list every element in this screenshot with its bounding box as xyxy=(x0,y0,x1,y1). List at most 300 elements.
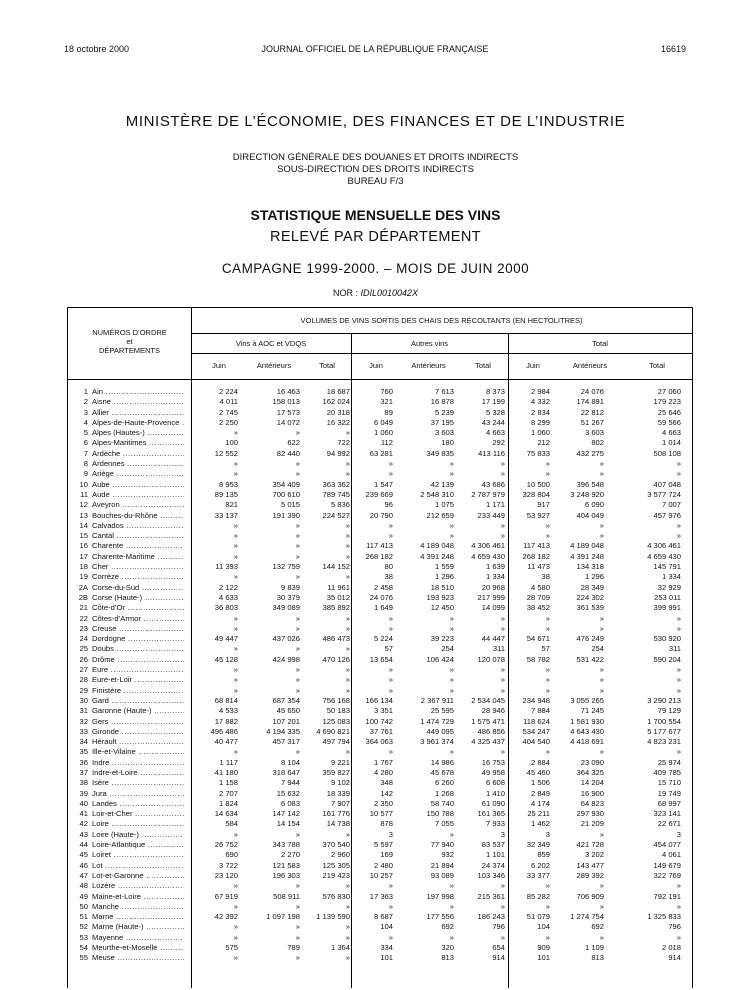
department-name: Drôme ..... xyxy=(92,655,184,665)
row-divider xyxy=(68,379,692,380)
table-cell: » xyxy=(599,675,604,685)
department-number: 53 xyxy=(79,932,88,942)
row-header-line: et xyxy=(126,337,133,346)
table-cell: 531 422 xyxy=(576,654,604,664)
table-cell: 421 728 xyxy=(576,840,604,850)
table-row xyxy=(68,799,692,809)
table-cell: 45 460 xyxy=(526,767,550,777)
table-cell: 2 250 xyxy=(218,417,238,427)
table-cell: 449 095 xyxy=(426,726,454,736)
table-cell: » xyxy=(545,932,550,942)
department-number: 22 xyxy=(79,613,88,623)
department-name: Cher ..... xyxy=(92,562,184,572)
table-cell: 508 911 xyxy=(273,891,300,901)
table-cell: 1 014 xyxy=(661,438,681,448)
table-cell: 49 447 xyxy=(214,634,238,644)
table-cell: » xyxy=(233,572,238,582)
table-cell: » xyxy=(345,644,350,654)
table-cell: 30 379 xyxy=(276,592,300,602)
direction-block xyxy=(0,152,751,188)
department-number: 55 xyxy=(79,953,88,963)
department-name: Alpes-Maritimes ..... xyxy=(92,438,184,448)
table-cell: 859 xyxy=(537,850,550,860)
table-cell: » xyxy=(500,685,505,695)
table-cell: 4 011 xyxy=(219,397,238,407)
table-cell: 289 392 xyxy=(576,870,604,880)
table-cell: » xyxy=(599,613,604,623)
table-cell: 1 824 xyxy=(218,798,238,808)
table-cell: 802 xyxy=(591,438,604,448)
document-subtitle: RELEVÉ PAR DÉPARTEMENT xyxy=(269,229,482,245)
department-number: 41 xyxy=(79,809,88,819)
table-cell: 7 944 xyxy=(280,778,300,788)
table-cell: 1 296 xyxy=(434,572,454,582)
table-cell: 15 632 xyxy=(276,788,300,798)
table-cell: 1 325 833 xyxy=(647,912,681,922)
table-cell: 27 060 xyxy=(657,387,681,396)
table-cell: 16 878 xyxy=(430,397,454,407)
department-number: 33 xyxy=(79,726,88,736)
table-row xyxy=(68,747,692,757)
table-cell: 692 xyxy=(441,922,454,932)
table-cell: » xyxy=(233,922,238,932)
table-cell: » xyxy=(233,623,238,633)
table-cell: » xyxy=(233,644,238,654)
table-cell: 407 048 xyxy=(653,479,681,489)
table-cell: » xyxy=(295,572,300,582)
table-cell: 7 055 xyxy=(434,819,454,829)
table-row xyxy=(68,438,692,448)
table-cell: » xyxy=(545,675,550,685)
table-cell: 1 700 554 xyxy=(647,716,681,726)
table-cell: 914 xyxy=(668,953,681,963)
table-row xyxy=(68,634,692,644)
table-row xyxy=(68,768,692,778)
table-cell: 83 537 xyxy=(481,840,505,850)
table-cell: 4 280 xyxy=(373,767,393,777)
table-cell: » xyxy=(599,685,604,695)
table-cell: » xyxy=(233,932,238,942)
table-row xyxy=(68,449,692,459)
table-cell: 4 391 248 xyxy=(420,551,454,561)
table-cell: 268 182 xyxy=(522,551,550,561)
table-cell: 909 xyxy=(537,943,550,953)
table-cell: 7 933 xyxy=(485,819,505,829)
table-row xyxy=(68,490,692,500)
table-cell: » xyxy=(345,932,350,942)
table-cell: » xyxy=(388,675,393,685)
column-header: Juin xyxy=(369,361,383,370)
department-name: Hérault ..... xyxy=(92,737,184,747)
table-cell: » xyxy=(345,922,350,932)
table-cell: 59 566 xyxy=(657,417,681,427)
table-row xyxy=(68,737,692,747)
department-name: Gers ..... xyxy=(92,717,184,727)
table-row xyxy=(68,614,692,624)
table-cell: » xyxy=(500,932,505,942)
table-cell: 18 510 xyxy=(430,582,454,592)
department-number: 9 xyxy=(83,469,88,479)
table-cell: 821 xyxy=(225,500,238,510)
table-cell: 1 117 xyxy=(219,757,238,767)
table-cell: » xyxy=(545,520,550,530)
table-cell: » xyxy=(388,685,393,695)
table-cell: 233 449 xyxy=(477,510,505,520)
table-cell: 470 126 xyxy=(322,654,350,664)
table-cell: 6 260 xyxy=(434,778,454,788)
department-name: Aube ..... xyxy=(92,480,184,490)
table-cell: » xyxy=(388,747,393,757)
table-cell: 2 984 xyxy=(530,387,550,396)
table-cell: 44 447 xyxy=(481,634,505,644)
department-number: 35 xyxy=(79,747,88,757)
department-number: 47 xyxy=(79,870,88,880)
table-cell: 323 141 xyxy=(653,809,681,819)
table-cell: 14 738 xyxy=(326,819,350,829)
table-cell: » xyxy=(545,747,550,757)
table-cell: 4 690 821 xyxy=(316,726,350,736)
department-number: 48 xyxy=(79,881,88,891)
department-number: 38 xyxy=(79,778,88,788)
table-cell: » xyxy=(676,932,681,942)
department-number: 49 xyxy=(79,891,88,901)
department-number: 43 xyxy=(79,829,88,839)
table-cell: » xyxy=(233,531,238,541)
table-cell: 25 974 xyxy=(657,757,681,767)
table-cell: » xyxy=(295,675,300,685)
department-number: 54 xyxy=(79,943,88,953)
table-row xyxy=(68,850,692,860)
department-name: Alpes (Hautes-) ..... xyxy=(92,428,184,438)
table-cell: 217 999 xyxy=(477,592,505,602)
table-cell: 45 128 xyxy=(214,654,238,664)
table-cell: 28 709 xyxy=(526,592,550,602)
table-cell: 11 961 xyxy=(327,582,350,592)
table-cell: 106 424 xyxy=(426,654,454,664)
table-cell: 8 104 xyxy=(280,757,300,767)
table-row xyxy=(68,397,692,407)
department-number: 25 xyxy=(79,644,88,654)
table-row xyxy=(68,727,692,737)
table-cell: 5 015 xyxy=(280,500,300,510)
table-cell: 8 373 xyxy=(485,387,505,396)
table-cell: 93 089 xyxy=(430,870,454,880)
table-cell: 18 687 xyxy=(326,387,350,396)
table-cell: 100 742 xyxy=(365,716,393,726)
table-cell: » xyxy=(295,665,300,675)
table-cell: 3 xyxy=(388,829,393,839)
table-cell: 6 608 xyxy=(485,778,505,788)
table-cell: 8 299 xyxy=(530,417,550,427)
table-cell: 10 500 xyxy=(526,479,550,489)
table-cell: » xyxy=(233,520,238,530)
table-cell: 4 194 335 xyxy=(266,726,300,736)
table-cell: 687 354 xyxy=(272,695,300,705)
department-name: Corrèze ..... xyxy=(92,572,184,582)
table-row xyxy=(68,665,692,675)
department-number: 51 xyxy=(79,912,88,922)
column-header: Juin xyxy=(212,361,226,370)
table-cell: 16 322 xyxy=(326,417,350,427)
table-row xyxy=(68,603,692,613)
table-cell: » xyxy=(545,665,550,675)
table-cell: 254 xyxy=(441,644,454,654)
table-cell: 7 907 xyxy=(330,798,350,808)
table-cell: » xyxy=(449,469,454,479)
table-cell: 789 745 xyxy=(322,489,350,499)
table-cell: » xyxy=(599,932,604,942)
table-cell: » xyxy=(345,953,350,963)
department-number: 1 xyxy=(83,387,88,396)
table-cell: 101 xyxy=(380,953,393,963)
table-cell: 1 410 xyxy=(485,788,505,798)
table-cell: 142 xyxy=(380,788,393,798)
table-cell: » xyxy=(676,747,681,757)
table-cell: 101 xyxy=(537,953,550,963)
table-cell: 789 xyxy=(287,943,300,953)
department-number: 19 xyxy=(79,572,88,582)
table-row xyxy=(68,459,692,469)
table-cell: 21 209 xyxy=(580,819,604,829)
table-cell: 239 669 xyxy=(365,489,393,499)
table-cell: 212 659 xyxy=(426,510,454,520)
table-cell: » xyxy=(500,459,505,469)
table-cell: 432 275 xyxy=(576,448,604,458)
table-cell: 457 976 xyxy=(653,510,681,520)
table-row xyxy=(68,686,692,696)
table-cell: 3 xyxy=(500,829,505,839)
table-cell: » xyxy=(388,932,393,942)
department-name: Allier ..... xyxy=(92,408,184,418)
department-number: 23 xyxy=(79,623,88,633)
table-cell: 20 790 xyxy=(369,510,393,520)
table-cell: 35 012 xyxy=(326,592,350,602)
department-name: Aisne ..... xyxy=(92,397,184,407)
table-row xyxy=(68,469,692,479)
table-cell: 23 090 xyxy=(580,757,604,767)
department-name: Loir-et-Cher ..... xyxy=(92,809,184,819)
table-cell: 4 659 430 xyxy=(471,551,505,561)
table-cell: 3 248 920 xyxy=(570,489,604,499)
table-row xyxy=(68,583,692,593)
table-cell: 2 367 911 xyxy=(420,695,454,705)
table-row xyxy=(68,655,692,665)
table-cell: 1 767 xyxy=(373,757,393,767)
table-cell: 914 xyxy=(492,953,505,963)
table-cell: 149 679 xyxy=(653,860,681,870)
department-name: Isère ..... xyxy=(92,778,184,788)
department-number: 31 xyxy=(79,706,88,716)
table-cell: 1 171 xyxy=(485,500,505,510)
table-row xyxy=(68,531,692,541)
table-row xyxy=(68,830,692,840)
table-cell: » xyxy=(500,675,505,685)
table-cell: » xyxy=(676,665,681,675)
table-row xyxy=(68,562,692,572)
table-cell: 1 462 xyxy=(530,819,550,829)
department-number: 3 xyxy=(83,407,88,417)
table-cell: 2 122 xyxy=(218,582,238,592)
table-cell: » xyxy=(599,829,604,839)
table-cell: » xyxy=(676,459,681,469)
table-cell: 756 168 xyxy=(322,695,350,705)
table-cell: 2 745 xyxy=(218,407,238,417)
table-cell: » xyxy=(676,881,681,891)
table-cell: 4 306 461 xyxy=(647,541,681,551)
department-name: Aveyron ..... xyxy=(92,500,184,510)
table-cell: 1 474 729 xyxy=(420,716,454,726)
table-cell: 169 xyxy=(380,850,393,860)
table-cell: 2 480 xyxy=(373,860,393,870)
table-cell: 654 xyxy=(492,943,505,953)
table-cell: 96 xyxy=(384,500,393,510)
table-cell: » xyxy=(295,901,300,911)
table-row xyxy=(68,789,692,799)
nor-label: NOR : xyxy=(332,288,358,298)
table-cell: 2 707 xyxy=(218,788,238,798)
table-cell: » xyxy=(676,531,681,541)
table-cell: » xyxy=(676,901,681,911)
department-number: 2B xyxy=(78,592,88,602)
table-cell: 40 477 xyxy=(214,737,238,747)
table-cell: 11 393 xyxy=(215,562,238,572)
table-cell: » xyxy=(500,881,505,891)
direction-line: DIRECTION GÉNÉRALE DES DOUANES ET DROITS INDIRECTS xyxy=(232,152,519,163)
table-cell: » xyxy=(233,747,238,757)
table-cell: 813 xyxy=(441,953,454,963)
table-row xyxy=(68,881,692,891)
column-header: Antérieurs xyxy=(256,361,292,370)
department-name: Ain ..... xyxy=(92,387,184,397)
table-cell: 1 268 xyxy=(434,788,454,798)
table-row xyxy=(68,861,692,871)
table-cell: » xyxy=(676,520,681,530)
table-cell: » xyxy=(345,551,350,561)
table-cell: 68 814 xyxy=(214,695,238,705)
table-cell: » xyxy=(449,881,454,891)
department-number: 46 xyxy=(79,860,88,870)
table-cell: 297 930 xyxy=(576,809,604,819)
table-cell: 22 812 xyxy=(580,407,604,417)
department-name: Gironde ..... xyxy=(92,727,184,737)
department-name: Indre-et-Loire ..... xyxy=(92,768,184,778)
table-cell: 9 102 xyxy=(330,778,350,788)
table-cell: 180 xyxy=(441,438,454,448)
table-cell: 575 xyxy=(225,943,238,953)
table-cell: » xyxy=(676,675,681,685)
page-header xyxy=(64,44,686,58)
table-cell: 58 740 xyxy=(430,798,454,808)
table-cell: 64 823 xyxy=(580,798,604,808)
table-cell: 61 090 xyxy=(481,798,505,808)
department-number: 13 xyxy=(79,510,88,520)
table-cell: » xyxy=(345,829,350,839)
table-row xyxy=(68,593,692,603)
table-cell: 7 007 xyxy=(661,500,681,510)
table-cell: 349 835 xyxy=(426,448,454,458)
table-cell: 42 392 xyxy=(214,912,238,922)
department-name: Ardennes ..... xyxy=(92,459,184,469)
table-cell: 343 788 xyxy=(272,840,300,850)
table-cell: 71 245 xyxy=(580,706,604,716)
table-cell: 26 752 xyxy=(214,840,238,850)
table-cell: 5 224 xyxy=(373,634,393,644)
table-cell: 38 452 xyxy=(526,603,550,613)
table-cell: 3 961 374 xyxy=(420,737,454,747)
table-row xyxy=(68,902,692,912)
table-cell: » xyxy=(345,541,350,551)
table-cell: 496 486 xyxy=(210,726,238,736)
table-cell: 17 199 xyxy=(481,397,505,407)
table-cell: 224 527 xyxy=(322,510,350,520)
table-cell: 320 xyxy=(441,943,454,953)
table-cell: » xyxy=(599,665,604,675)
table-cell: » xyxy=(676,623,681,633)
table-cell: » xyxy=(295,551,300,561)
table-row xyxy=(68,840,692,850)
table-cell: » xyxy=(545,469,550,479)
table-cell: 370 540 xyxy=(322,840,350,850)
table-cell: » xyxy=(500,665,505,675)
table-cell: 3 603 xyxy=(434,428,454,438)
table-cell: » xyxy=(545,901,550,911)
table-cell: 33 137 xyxy=(214,510,238,520)
department-name: Marne ..... xyxy=(92,912,184,922)
department-name: Indre ..... xyxy=(92,758,184,768)
table-row xyxy=(68,706,692,716)
table-cell: 25 211 xyxy=(527,809,550,819)
table-cell: 10 577 xyxy=(369,809,393,819)
table-cell: 36 803 xyxy=(214,603,238,613)
table-cell: 334 xyxy=(380,943,393,953)
table-cell: 219 423 xyxy=(322,870,350,880)
table-cell: 457 317 xyxy=(272,737,300,747)
table-cell: 162 024 xyxy=(322,397,350,407)
table-cell: 14 634 xyxy=(214,809,238,819)
department-number: 50 xyxy=(79,901,88,911)
department-name: Loire ..... xyxy=(92,819,184,829)
table-cell: 32 349 xyxy=(526,840,550,850)
table-cell: 58 782 xyxy=(526,654,550,664)
table-cell: 125 305 xyxy=(322,860,350,870)
department-name: Mayenne ..... xyxy=(92,933,184,943)
table-cell: 13 654 xyxy=(369,654,393,664)
table-cell: 3 577 724 xyxy=(647,489,681,499)
table-row xyxy=(68,408,692,418)
table-cell: 4 189 048 xyxy=(570,541,604,551)
table-cell: » xyxy=(599,531,604,541)
table-cell: » xyxy=(388,665,393,675)
department-number: 11 xyxy=(80,489,88,499)
department-name: Calvados ..... xyxy=(92,521,184,531)
department-number: 37 xyxy=(79,767,88,777)
table-cell: » xyxy=(295,541,300,551)
ministry-title: MINISTÈRE DE L’ÉCONOMIE, DES FINANCES ET DE L’INDUSTRIE xyxy=(125,113,626,130)
table-row xyxy=(68,819,692,829)
department-name: Maine-et-Loire ..... xyxy=(92,892,184,902)
table-cell: 6 049 xyxy=(373,417,393,427)
table-row xyxy=(68,511,692,521)
table-cell: 234 948 xyxy=(522,695,550,705)
table-cell: 454 077 xyxy=(653,840,681,850)
table-row xyxy=(68,943,692,953)
department-number: 36 xyxy=(79,757,88,767)
department-name: Meurthe-et-Moselle ..... xyxy=(92,943,184,953)
table-cell: » xyxy=(345,685,350,695)
table-cell: 45 650 xyxy=(276,706,300,716)
table-cell: 534 247 xyxy=(522,726,550,736)
table-cell: 4 663 xyxy=(485,428,505,438)
